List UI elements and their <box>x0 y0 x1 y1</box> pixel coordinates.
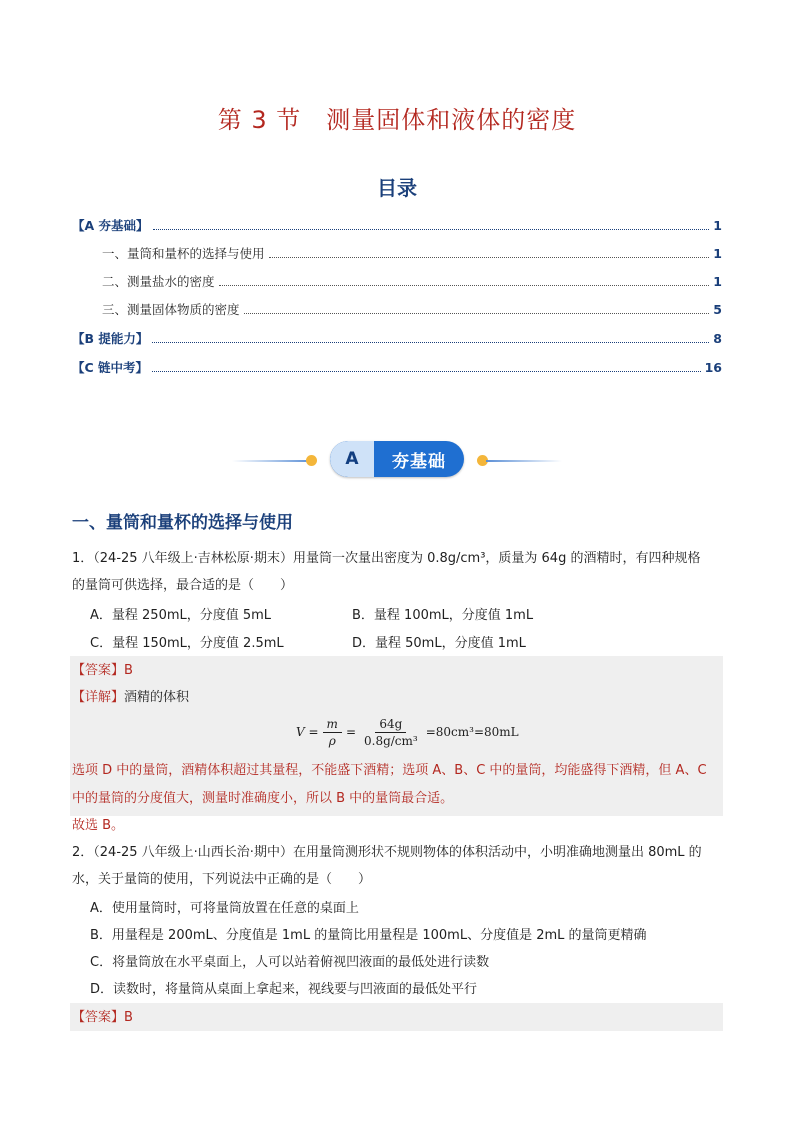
toc-page-number: 1 <box>713 246 722 261</box>
toc-page-number: 8 <box>713 331 722 346</box>
formula-fraction-numeric <box>360 716 422 749</box>
toc-dot-leader <box>244 313 710 314</box>
toc-page-number: 5 <box>713 302 722 317</box>
toc-entry-c[interactable] <box>72 358 722 378</box>
toc-page-number: 16 <box>704 360 722 375</box>
toc-entry-label: 三、测量固体物质的密度 <box>102 302 240 317</box>
toc-entry-label: 【A 夯基础】 <box>72 218 149 233</box>
question-2-option-c: C．将量筒放在水平桌面上，人可以站着俯视凹液面的最低处进行读数 <box>90 955 490 970</box>
toc-dot-leader <box>153 229 710 230</box>
detail-text: 酒精的体积 <box>124 690 190 705</box>
toc-dot-leader <box>152 371 701 372</box>
banner-line-right <box>486 460 562 462</box>
toc-page-number: 1 <box>713 274 722 289</box>
toc-entry-label: 【C 链中考】 <box>72 360 149 375</box>
page-title: 第 3 节 测量固体和液体的密度 <box>217 106 577 134</box>
question-1-stem-line-2: 的量筒可供选择，最合适的是（ ） <box>72 578 294 593</box>
banner-letter: A <box>330 441 374 477</box>
detail-label: 【详解】 <box>72 690 125 705</box>
formula-numerator: 64g <box>375 716 406 733</box>
question-2-option-d: D．读数时，将量筒从桌面上拿起来，视线要与凹液面的最低处平行 <box>90 982 478 997</box>
answer-label: 【答案】B <box>72 1010 133 1025</box>
question-1-option-a: A．量程 250mL，分度值 5mL <box>90 608 272 623</box>
volume-formula <box>296 712 519 752</box>
question-2-stem-line-1: 2．（24-25 八年级上·山西长治·期中）在用量筒测形状不规则物体的体积活动中，小明准确地测量出 80mL 的 <box>72 845 702 860</box>
question-1-stem-line-1: 1．（24-25 八年级上·吉林松原·期末）用量筒一次量出密度为 0.8g/cm³，质量为 64g 的酒精时，有四种规格 <box>72 551 701 566</box>
toc-entry-section-1[interactable] <box>102 244 722 264</box>
toc-dot-leader <box>152 342 709 343</box>
explanation-line-1: 选项 D 中的量筒，酒精体积超过其量程，不能盛下酒精；选项 A、B、C 中的量筒，均能盛得下酒精，但 A、C <box>72 763 707 778</box>
question-2-stem-line-2: 水，关于量筒的使用，下列说法中正确的是（ ） <box>72 872 372 887</box>
formula-density-symbol: ρ <box>328 733 336 748</box>
question-2-option-b: B．用量程是 200mL、分度值是 1mL 的量筒比用量程是 100mL、分度值是 2mL 的量筒更精确 <box>90 928 647 943</box>
toc-entry-a[interactable] <box>72 216 722 236</box>
toc-dot-leader <box>269 257 710 258</box>
toc-entry-section-3[interactable] <box>102 300 722 320</box>
detail-line <box>72 686 189 705</box>
toc-dot-leader <box>219 285 710 286</box>
toc-entry-section-2[interactable] <box>102 272 722 292</box>
banner-line-left <box>232 460 312 462</box>
question-1-option-c: C．量程 150mL，分度值 2.5mL <box>90 636 284 651</box>
banner-text: 夯基础 <box>392 451 446 472</box>
formula-result: =80cm³=80mL <box>425 725 519 739</box>
formula-fraction-symbolic <box>323 716 342 749</box>
conclusion: 故选 B。 <box>72 818 125 833</box>
question-1-option-d: D．量程 50mL，分度值 1mL <box>352 636 526 651</box>
section-title: 一、量筒和量杯的选择与使用 <box>72 513 293 533</box>
formula-lhs: V = <box>296 725 319 739</box>
toc-heading: 目录 <box>377 176 417 200</box>
formula-denominator: 0.8g/cm³ <box>364 733 418 748</box>
question-2-option-a: A．使用量筒时，可将量筒放置在任意的桌面上 <box>90 901 359 916</box>
section-banner <box>330 441 464 477</box>
answer-label: 【答案】B <box>72 663 133 678</box>
banner-dot-left <box>306 455 317 466</box>
formula-mass-symbol: m <box>323 716 342 733</box>
explanation-line-2: 中的量筒的分度值大，测量时准确度小，所以 B 中的量筒最合适。 <box>72 791 454 806</box>
question-1-option-b: B．量程 100mL，分度值 1mL <box>352 608 534 623</box>
answer-box <box>70 1003 723 1031</box>
toc-entry-label: 一、量筒和量杯的选择与使用 <box>102 246 265 261</box>
formula-equals: = <box>345 725 356 739</box>
toc-page-number: 1 <box>713 218 722 233</box>
toc-entry-label: 二、测量盐水的密度 <box>102 274 215 289</box>
toc-entry-b[interactable] <box>72 329 722 349</box>
toc-entry-label: 【B 提能力】 <box>72 331 149 346</box>
